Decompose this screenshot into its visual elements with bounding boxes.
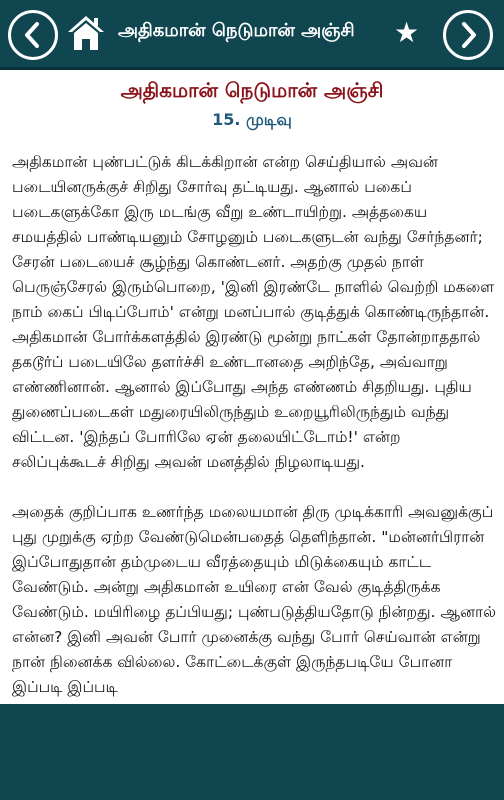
back-button[interactable] [8, 10, 58, 60]
forward-button[interactable] [443, 10, 493, 60]
paragraph: அதைக் குறிப்பாக உணர்ந்த மலையமான் திரு முடிக்காரி அவனுக்குப் புது முறுக்கு ஏற்ற வேண்டுமென்பதைத் தெளிந்தான். "மன்னர்பிரான் இப்போதுதான் தம்முடைய வீரத்தையும் மிடுக்கையும் காட்ட வேண்டும். அன்று அதிகமான் உயிரை என் வேல் குடித்திருக்க வேண்டும். மயிரிழை தப்பியது; புண்படுத்தியதோடு நின்றது. ஆனால் என்ன? இனி அவன் போர் முனைக்கு வந்து போர் செய்வான் என்று நான் நினைக்க வில்லை. கோட்டைக்குள் இருந்தபடியே போனா இப்படி இப்படி [12, 503, 496, 696]
chapter-title: அதிகமான் நெடுமான் அஞ்சி [120, 78, 384, 102]
toolbar-divider [0, 67, 504, 70]
chevron-right-icon [456, 21, 480, 49]
app-toolbar [0, 0, 504, 70]
chevron-left-icon [21, 21, 45, 49]
chapter-subtitle: 15. முடிவு [212, 110, 292, 129]
app-title: அதிகமான் நெடுமான் அஞ்சி [118, 20, 355, 41]
star-icon[interactable]: ★ [394, 16, 420, 49]
bottom-bar [0, 704, 504, 800]
home-icon[interactable] [66, 13, 106, 53]
paragraph: அதிகமான் புண்பட்டுக் கிடக்கிறான் என்ற செய்தியால் அவன் படையினருக்குச் சிறிது சோர்வு தட்டியது. ஆனால் பகைப் படைகளுக்கோ இரு மடங்கு வீறு உண்டாயிற்று. அத்தகைய சமயத்தில் பாண்டியனும் சோழனும் படைகளுடன் வந்து சேர்ந்தனர்; சேரன் படையைச் சூழ்ந்து கொண்டனர். அதற்கு முதல் நாள் பெருஞ்சேரல் இரும்பொறை, 'இனி இரண்டே நாளில் வெற்றி மகளை நாம் கைப் பிடிப்போம்' என்று மனப்பால் குடித்துக் கொண்டிருந்தான். அதிகமான் போர்க்களத்தில் இரண்டு மூன்று நாட்கள் தோன்றாததால் தகடூர்ப் படையிலே தளர்ச்சி உண்டானதை அறிந்தே, அவ்வாறு எண்ணினான். ஆனால் இப்போது அந்த எண்ணம் சிதறியது. புதிய துணைப்படைகள் மதுரையிலிருந்தும் உறையூரிலிருந்தும் வந்து விட்டன. 'இந்தப் போரிலே ஏன் தலையிட்டோம்!' என்ற சலிப்புக்கூடச் சிறிது அவன் மனத்தில் நிழலாடியது. [12, 153, 495, 471]
article-body [12, 150, 496, 725]
